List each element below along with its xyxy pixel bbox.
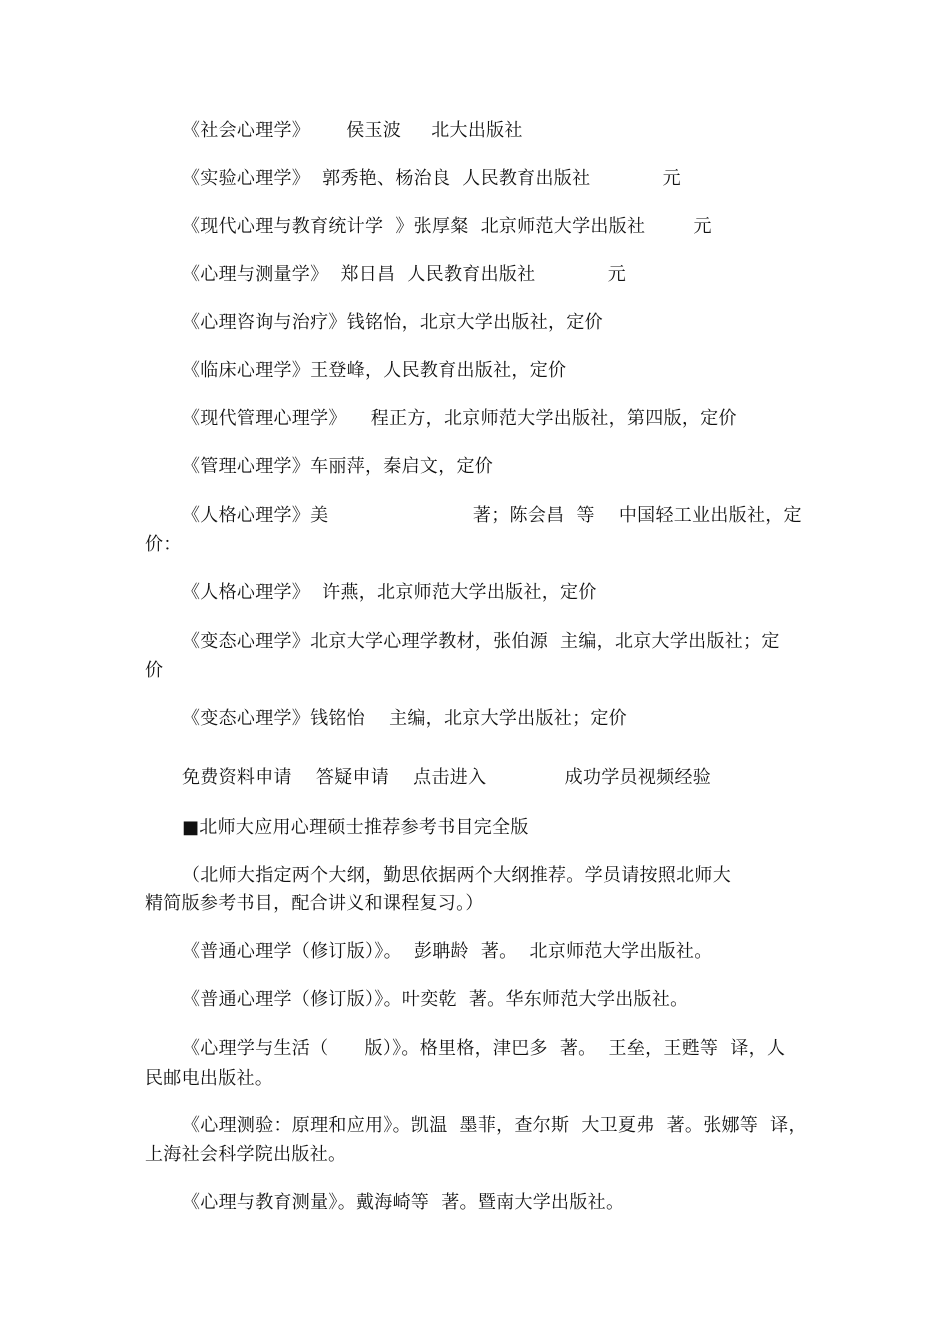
book-entry-general-psych-ye: 《普通心理学（修订版）》。叶奕乾 著。华东师范大学出版社。 [182, 989, 689, 1010]
book-entry-social-psychology: 《社会心理学》 侯玉波 北大出版社 [182, 120, 523, 141]
book-entry-personality-2: 《人格心理学》 许燕，北京师范大学出版社，定价 [182, 582, 597, 603]
section-note-cont: 精简版参考书目，配合讲义和课程复习。） [145, 893, 484, 914]
book-entry-psych-testing-cont: 上海社会科学院出版社。 [145, 1144, 347, 1165]
book-entry-personality-1-cont: 价： [145, 534, 182, 555]
book-entry-counseling: 《心理咨询与治疗》钱铭怡，北京大学出版社，定价 [182, 312, 603, 333]
book-entry-abnormal-1-cont: 价 [145, 660, 164, 681]
promo-links-line[interactable]: 免费资料申请 答疑申请 点击进入 成功学员视频经验 [182, 767, 712, 788]
book-entry-clinical: 《临床心理学》王登峰，人民教育出版社，定价 [182, 360, 567, 381]
book-entry-management: 《管理心理学》车丽萍，秦启文，定价 [182, 456, 494, 477]
book-entry-abnormal-1: 《变态心理学》北京大学心理学教材，张伯源 主编，北京大学出版社；定 [182, 631, 780, 652]
book-entry-general-psych-peng: 《普通心理学（修订版）》。 彭聃龄 著。 北京师范大学出版社。 [182, 941, 713, 962]
book-entry-personality-1: 《人格心理学》美 著；陈会昌 等 中国轻工业出版社，定 [182, 505, 802, 526]
book-entry-experimental-psychology: 《实验心理学》 郭秀艳、杨治良 人民教育出版社 元 [182, 168, 681, 189]
section-heading: ■北师大应用心理硕士推荐参考书目完全版 [182, 817, 529, 838]
book-entry-statistics: 《现代心理与教育统计学 》张厚粲 北京师范大学出版社 元 [182, 216, 712, 237]
book-entry-psych-testing: 《心理测验：原理和应用》。凯温 墨菲，查尔斯 大卫夏弗 著。张娜等 译， [182, 1115, 807, 1136]
book-entry-abnormal-2: 《变态心理学》钱铭怡 主编，北京大学出版社；定价 [182, 708, 627, 729]
section-note: （北师大指定两个大纲，勤思依据两个大纲推荐。学员请按照北师大 [182, 865, 731, 886]
book-entry-psych-and-life-cont: 民邮电出版社。 [145, 1068, 274, 1089]
book-entry-modern-management: 《现代管理心理学》 程正方，北京师范大学出版社，第四版，定价 [182, 408, 737, 429]
book-entry-edu-measurement: 《心理与教育测量》。戴海崎等 著。暨南大学出版社。 [182, 1192, 625, 1213]
book-entry-psych-and-life: 《心理学与生活（ 版）》。格里格，津巴多 著。 王垒，王甦等 译，人 [182, 1038, 786, 1059]
book-entry-measurement: 《心理与测量学》 郑日昌 人民教育出版社 元 [182, 264, 627, 285]
